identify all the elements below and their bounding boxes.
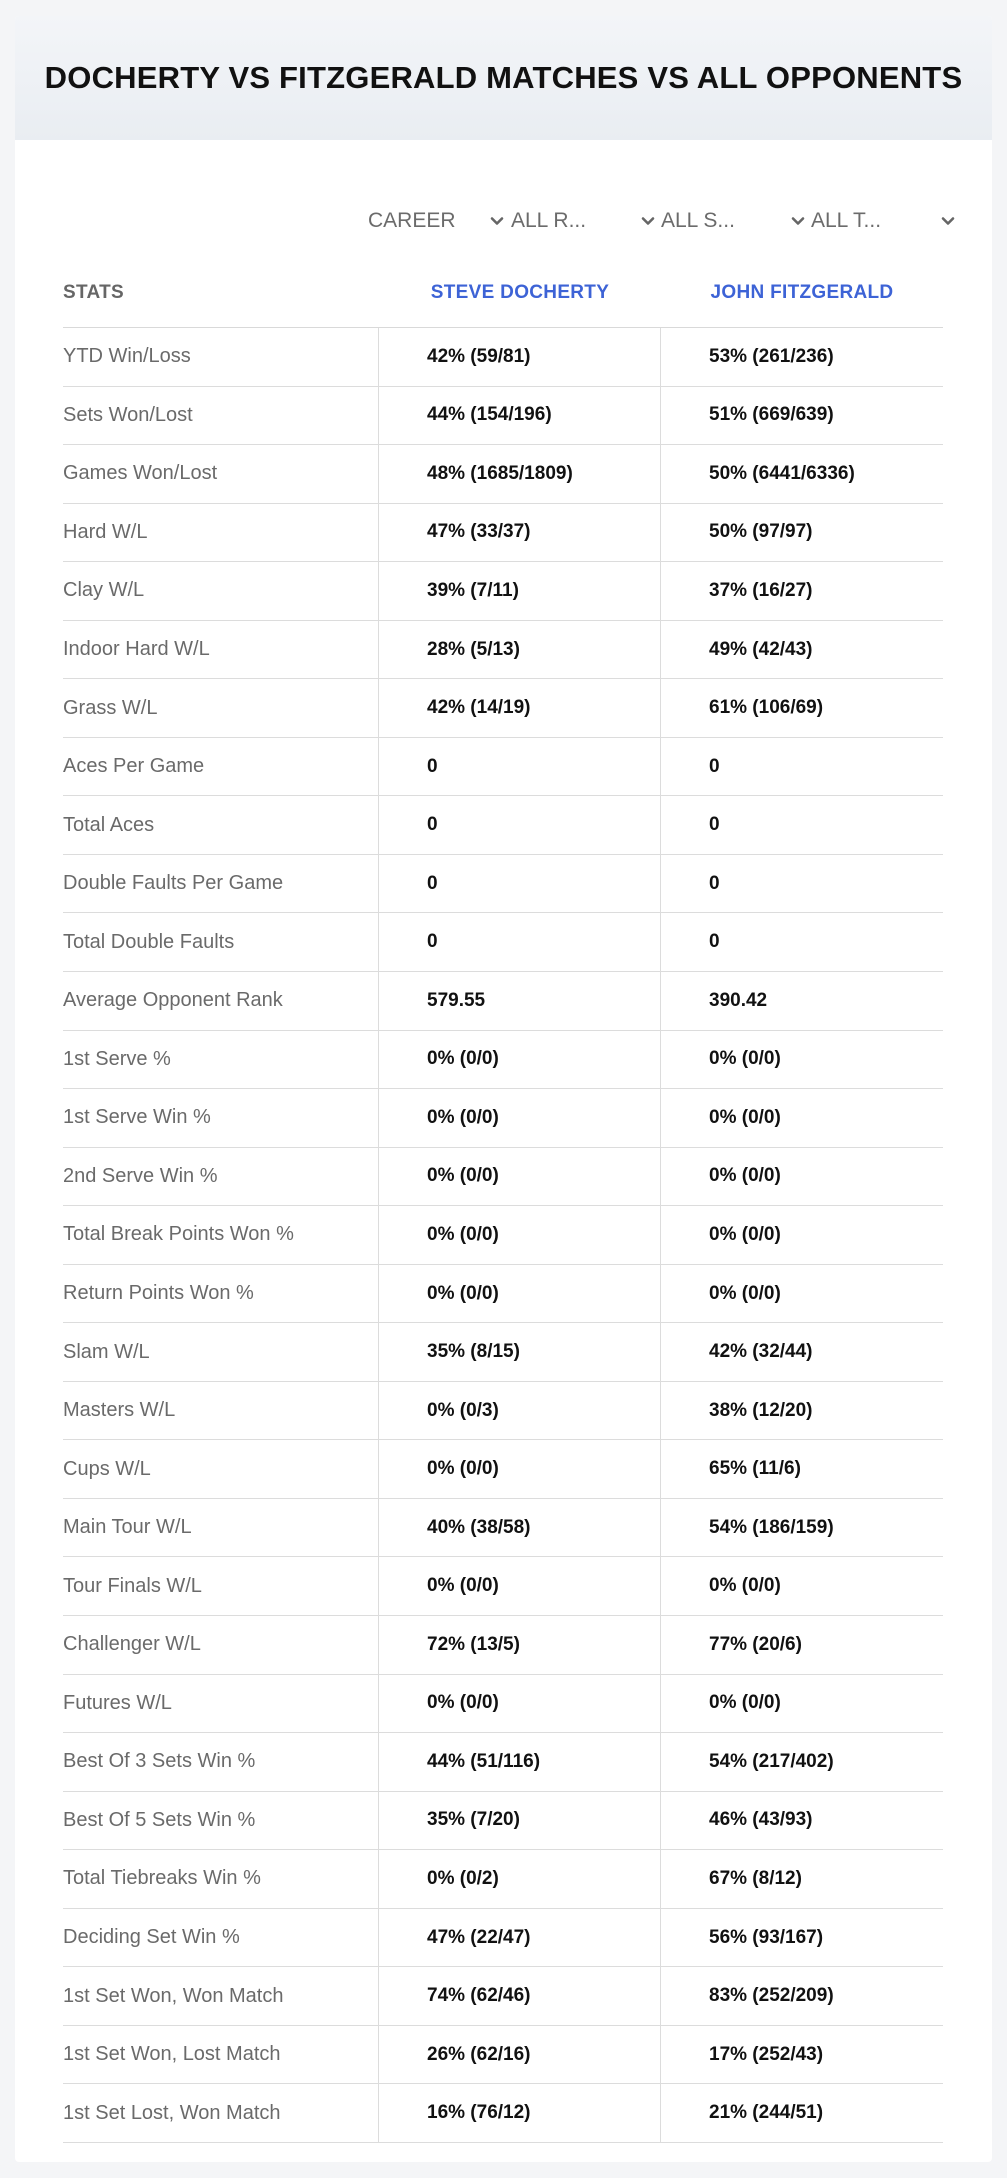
filter-tournament-value: ALL T...: [811, 209, 882, 232]
stat-label: Masters W/L: [63, 1382, 379, 1440]
table-row: [63, 1382, 943, 1441]
player-2-value: 0% (0/0): [709, 1575, 781, 1597]
player-2-value: 0% (0/0): [709, 1048, 781, 1070]
player-2-value: 51% (669/639): [709, 404, 834, 426]
player-1-value: 0% (0/0): [379, 1675, 661, 1733]
table-row: [63, 1792, 943, 1851]
player-1-value: 0% (0/0): [379, 1265, 661, 1323]
player-2-value: 390.42: [709, 989, 768, 1011]
header-player-1-link[interactable]: STEVE DOCHERTY: [430, 281, 610, 303]
filter-round-value: ALL R...: [511, 209, 587, 232]
stat-label: Grass W/L: [63, 679, 379, 737]
stat-label: Hard W/L: [63, 504, 379, 562]
player-1-value: 74% (62/46): [379, 1967, 661, 2025]
stat-label: Best Of 5 Sets Win %: [63, 1792, 379, 1850]
filter-surface-value: ALL S...: [661, 209, 735, 232]
player-2-value: 0% (0/0): [709, 1165, 781, 1187]
table-row: [63, 738, 943, 797]
player-2-value: 50% (97/97): [709, 521, 813, 543]
player-1-value: 35% (7/20): [379, 1792, 661, 1850]
player-2-value: 50% (6441/6336): [709, 462, 855, 484]
stat-label: Slam W/L: [63, 1323, 379, 1381]
player-1-value: 16% (76/12): [379, 2084, 661, 2142]
stat-label: YTD Win/Loss: [63, 328, 379, 386]
header-stats: STATS: [63, 281, 124, 303]
player-2-value: 0: [709, 814, 720, 836]
player-1-value: 35% (8/15): [379, 1323, 661, 1381]
table-row: [63, 1323, 943, 1382]
player-1-value: 0: [379, 796, 661, 854]
player-1-value: 0% (0/3): [379, 1382, 661, 1440]
player-2-value: 46% (43/93): [709, 1809, 813, 1831]
player-2-value: 54% (186/159): [709, 1516, 834, 1538]
table-row: [63, 1031, 943, 1090]
stat-label: Cups W/L: [63, 1440, 379, 1498]
player-2-value: 56% (93/167): [709, 1926, 824, 1948]
stats-card: [15, 16, 992, 2162]
player-1-value: 0: [379, 738, 661, 796]
filter-period-select[interactable]: [368, 204, 505, 238]
player-1-value: 0% (0/2): [379, 1850, 661, 1908]
stat-label: Aces Per Game: [63, 738, 379, 796]
card-header: [15, 16, 992, 140]
player-1-value: 0% (0/0): [379, 1206, 661, 1264]
stat-label: Games Won/Lost: [63, 445, 379, 503]
stat-label: Futures W/L: [63, 1675, 379, 1733]
player-1-value: 48% (1685/1809): [379, 445, 661, 503]
table-row: [63, 1675, 943, 1734]
stat-label: Average Opponent Rank: [63, 972, 379, 1030]
player-1-value: 44% (51/116): [379, 1733, 661, 1791]
stat-label: 1st Set Won, Won Match: [63, 1967, 379, 2025]
table-row: [63, 1909, 943, 1968]
player-2-value: 67% (8/12): [709, 1867, 802, 1889]
chevron-down-icon: [790, 213, 806, 229]
table-row: [63, 1850, 943, 1909]
table-row: [63, 972, 943, 1031]
table-row: [63, 621, 943, 680]
player-1-value: 26% (62/16): [379, 2026, 661, 2084]
player-1-value: 0: [379, 855, 661, 913]
player-1-value: 40% (38/58): [379, 1499, 661, 1557]
stat-label: Sets Won/Lost: [63, 387, 379, 445]
player-2-value: 37% (16/27): [709, 579, 813, 601]
player-2-value: 17% (252/43): [709, 2043, 824, 2065]
player-2-value: 65% (11/6): [709, 1458, 801, 1480]
filter-tournament-select[interactable]: [811, 204, 956, 238]
table-row: [63, 1557, 943, 1616]
stat-label: Total Break Points Won %: [63, 1206, 379, 1264]
table-row: [63, 328, 943, 387]
player-1-value: 28% (5/13): [379, 621, 661, 679]
player-1-value: 0% (0/0): [379, 1031, 661, 1089]
table-row: [63, 1616, 943, 1675]
table-row: [63, 387, 943, 446]
player-1-value: 42% (59/81): [379, 328, 661, 386]
page-title: DOCHERTY VS FITZGERALD MATCHES VS ALL OPPONENTS: [44, 60, 963, 95]
stat-label: 1st Set Won, Lost Match: [63, 2026, 379, 2084]
table-row: [63, 445, 943, 504]
table-row: [63, 1265, 943, 1324]
filter-bar: [15, 186, 992, 256]
player-2-value: 49% (42/43): [709, 638, 813, 660]
table-row: [63, 1499, 943, 1558]
chevron-down-icon: [489, 213, 505, 229]
stat-label: Total Aces: [63, 796, 379, 854]
table-row: [63, 1440, 943, 1499]
player-1-value: 0% (0/0): [379, 1089, 661, 1147]
table-row: [63, 504, 943, 563]
stat-label: 1st Serve %: [63, 1031, 379, 1089]
table-row: [63, 1089, 943, 1148]
player-1-value: 0% (0/0): [379, 1440, 661, 1498]
stat-label: Best Of 3 Sets Win %: [63, 1733, 379, 1791]
filter-period-value: CAREER: [368, 209, 456, 232]
player-2-value: 53% (261/236): [709, 345, 834, 367]
table-row: [63, 562, 943, 621]
stat-label: Clay W/L: [63, 562, 379, 620]
player-1-value: 42% (14/19): [379, 679, 661, 737]
table-row: [63, 913, 943, 972]
stat-label: 1st Serve Win %: [63, 1089, 379, 1147]
stat-label: Total Tiebreaks Win %: [63, 1850, 379, 1908]
player-2-value: 0% (0/0): [709, 1106, 781, 1128]
chevron-down-icon: [640, 213, 656, 229]
player-1-value: 72% (13/5): [379, 1616, 661, 1674]
player-1-value: 0: [379, 913, 661, 971]
stats-table: [63, 258, 943, 2143]
player-1-value: 0% (0/0): [379, 1557, 661, 1615]
player-2-value: 38% (12/20): [709, 1399, 813, 1421]
table-row: [63, 1733, 943, 1792]
filter-round-select[interactable]: [511, 204, 656, 238]
stat-label: Main Tour W/L: [63, 1499, 379, 1557]
stat-label: 1st Set Lost, Won Match: [63, 2084, 379, 2142]
stat-label: Indoor Hard W/L: [63, 621, 379, 679]
table-row: [63, 1148, 943, 1207]
table-row: [63, 855, 943, 914]
table-row: [63, 796, 943, 855]
player-2-value: 83% (252/209): [709, 1985, 834, 2007]
player-2-value: 0% (0/0): [709, 1282, 781, 1304]
player-2-value: 42% (32/44): [709, 1341, 813, 1363]
table-body: [63, 328, 943, 2143]
player-2-value: 0% (0/0): [709, 1692, 781, 1714]
table-header: [63, 258, 943, 328]
player-1-value: 47% (33/37): [379, 504, 661, 562]
table-row: [63, 1967, 943, 2026]
stat-label: Tour Finals W/L: [63, 1557, 379, 1615]
player-2-value: 77% (20/6): [709, 1633, 802, 1655]
player-2-value: 0: [709, 755, 720, 777]
player-2-value: 0% (0/0): [709, 1223, 781, 1245]
player-2-value: 21% (244/51): [709, 2102, 824, 2124]
player-1-value: 47% (22/47): [379, 1909, 661, 1967]
table-row: [63, 2026, 943, 2085]
table-row: [63, 679, 943, 738]
player-2-value: 61% (106/69): [709, 697, 824, 719]
header-player-2-link[interactable]: JOHN FITZGERALD: [710, 281, 894, 303]
stat-label: Challenger W/L: [63, 1616, 379, 1674]
filter-surface-select[interactable]: [661, 204, 806, 238]
player-1-value: 579.55: [379, 972, 661, 1030]
player-2-value: 54% (217/402): [709, 1750, 834, 1772]
stat-label: Deciding Set Win %: [63, 1909, 379, 1967]
table-row: [63, 2084, 943, 2143]
stat-label: Double Faults Per Game: [63, 855, 379, 913]
stat-label: Return Points Won %: [63, 1265, 379, 1323]
player-1-value: 0% (0/0): [379, 1148, 661, 1206]
stat-label: Total Double Faults: [63, 913, 379, 971]
stat-label: 2nd Serve Win %: [63, 1148, 379, 1206]
player-1-value: 39% (7/11): [379, 562, 661, 620]
player-2-value: 0: [709, 872, 720, 894]
player-1-value: 44% (154/196): [379, 387, 661, 445]
player-2-value: 0: [709, 931, 720, 953]
chevron-down-icon: [940, 213, 956, 229]
table-row: [63, 1206, 943, 1265]
